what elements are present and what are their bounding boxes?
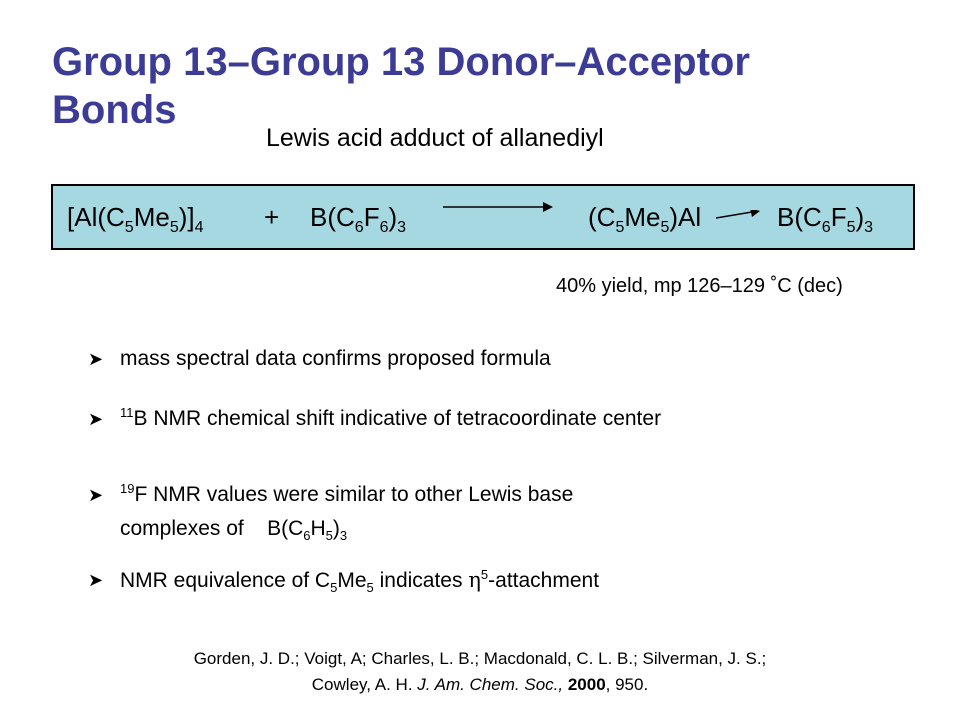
- arrowhead-bullet-icon: ➤: [88, 349, 104, 369]
- reaction-box: [51, 184, 915, 250]
- yield-note: 40% yield, mp 126–129 ˚C (dec): [556, 275, 843, 297]
- slide-subtitle: Lewis acid adduct of allanediyl: [266, 124, 604, 152]
- reactant-2: $B(C_6F_6)_3$: [310, 202, 407, 236]
- product-acceptor: $B(C_6F_5)_3$: [777, 202, 874, 236]
- reactant-1: $[Al(C_5Me_5)]_4$: [67, 202, 204, 236]
- citation: Gorden, J. D.; Voigt, A; Charles, L. B.; Macdonald, C. L. B.; Silverman, J. S.; Cowley, A. H. J. Am. Chem. Soc., 2000, 950.: [193, 649, 767, 694]
- reaction-arrow-icon: [443, 200, 553, 214]
- dative-bond-arrow-icon: [716, 210, 762, 224]
- arrowhead-bullet-icon: ➤: [88, 570, 104, 590]
- arrowhead-bullet-icon: ➤: [88, 485, 104, 505]
- product-donor: $(C_5Me_5)Al$: [588, 202, 702, 236]
- slide-title: Group 13–Group 13 Donor–Acceptor Bonds: [52, 40, 750, 132]
- arrowhead-bullet-icon: ➤: [88, 409, 104, 429]
- plus-sign: +: [264, 202, 280, 232]
